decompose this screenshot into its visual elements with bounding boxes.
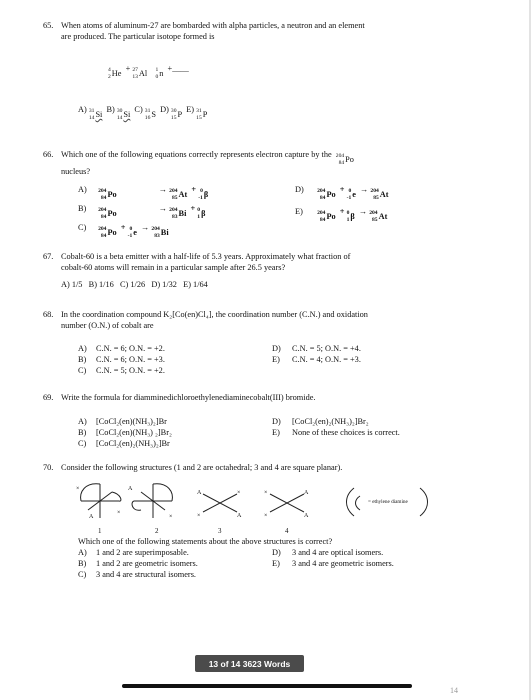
choice-d: D) 3 and 4 are optical isomers. bbox=[272, 548, 384, 557]
question-text: Which one of the following equations correctly represents electron capture by the bbox=[61, 150, 332, 159]
home-indicator[interactable] bbox=[122, 684, 412, 688]
structure-4 bbox=[262, 486, 312, 518]
answer-choices bbox=[78, 104, 209, 121]
svg-text:A: A bbox=[304, 513, 309, 518]
choice-e: E) 204 84 Po + 0 1 β → 204 85 At bbox=[295, 207, 388, 223]
choice-e: E) None of these choices is correct. bbox=[272, 428, 400, 437]
question-text: cobalt-60 atoms will remain in a particular sample after 26.5 years? bbox=[61, 263, 286, 272]
choice-a: A) 1 and 2 are superimposable. bbox=[78, 548, 189, 557]
choice-c: C) [CoCl₂(en)₂(NH₃)₂]Br bbox=[78, 439, 170, 448]
question-text: Which one of the following statements about the above structures is correct? bbox=[78, 537, 333, 546]
reaction-equation: 4 2 He + 27 13 Al 1 0 n +____ bbox=[108, 64, 189, 80]
question-text: Cobalt-60 is a beta emitter with a half-life of 5.3 years. Approximately what fraction of bbox=[61, 252, 351, 261]
question-number: 67. bbox=[43, 252, 54, 261]
choice-d: D) C.N. = 5; O.N. = +4. bbox=[272, 344, 361, 353]
question-text: nucleus? bbox=[61, 167, 91, 177]
question-text: are produced. The particular isotope formed is bbox=[61, 32, 215, 41]
question-69 bbox=[43, 392, 491, 403]
question-text: number (O.N.) of cobalt are bbox=[61, 321, 154, 330]
svg-text:A: A bbox=[89, 514, 94, 520]
structure-label-1: 1 bbox=[98, 527, 102, 535]
choice-e: E) 31 15 P bbox=[186, 105, 208, 121]
question-67 bbox=[43, 251, 491, 290]
question-number: 69. bbox=[43, 393, 54, 402]
svg-text:×: × bbox=[169, 514, 173, 520]
svg-text:×: × bbox=[264, 490, 268, 496]
svg-text:×: × bbox=[237, 490, 241, 496]
choice-c: C) 31 16 S bbox=[134, 105, 156, 121]
svg-text:A: A bbox=[197, 490, 202, 496]
choice-c: C) 3 and 4 are structural isomers. bbox=[78, 570, 196, 579]
choice-c: C) 204 84 Po + 0 -1 e → 204 83 Bi bbox=[78, 223, 169, 239]
choice-d: D) [CoCl₂(en)₂(NH₃)₂]Br₂ bbox=[272, 417, 369, 426]
choice-b: B) 30 14 Si bbox=[106, 105, 131, 121]
question-65 bbox=[43, 20, 491, 42]
choice-b: B) C.N. = 6; O.N. = +3. bbox=[78, 355, 165, 364]
choice-d: D) 204 84 Po + 0 -1 e → 204 85 At bbox=[295, 185, 389, 201]
svg-text:×: × bbox=[197, 513, 201, 518]
svg-text:A: A bbox=[237, 513, 242, 518]
question-number: 65. bbox=[43, 21, 54, 30]
choice-a: A) 31 14 Si bbox=[78, 105, 103, 121]
choice-e: E) 3 and 4 are geometric isomers. bbox=[272, 559, 394, 568]
choice-a: A) C.N. = 6; O.N. = +2. bbox=[78, 344, 165, 353]
question-68 bbox=[43, 309, 491, 331]
svg-text:×: × bbox=[117, 510, 121, 516]
choice-b: B) 204 84 Po → 204 83 Bi + 0 1 β bbox=[78, 204, 206, 220]
ethylenediamine-legend: = ethylene diamine bbox=[346, 484, 428, 520]
structure-label-3: 3 bbox=[218, 527, 222, 535]
question-text: Consider the following structures (1 and 2 are octahedral; 3 and 4 are square planar). bbox=[61, 463, 343, 472]
choice-b: B) 1 and 2 are geometric isomers. bbox=[78, 559, 198, 568]
answer-choices: A) 1/5 B) 1/16 C) 1/26 D) 1/32 E) 1/64 bbox=[61, 280, 208, 289]
choice-a: A) [CoCl₂(en)(NH₃)₂]Br bbox=[78, 417, 167, 426]
page-number: 14 bbox=[450, 686, 458, 695]
choice-a: A) 204 84 Po → 204 85 At + 0 -1 β bbox=[78, 185, 209, 201]
question-text: In the coordination compound K₂[Co(en)Cl₄], the coordination number (C.N.) and oxidation bbox=[61, 310, 368, 319]
choice-e: E) C.N. = 4; O.N. = +3. bbox=[272, 355, 361, 364]
question-text: When atoms of aluminum-27 are bombarded with alpha particles, a neutron and an element bbox=[61, 21, 365, 30]
page-word-count-badge[interactable]: 13 of 14 3623 Words bbox=[195, 655, 304, 672]
question-number: 66. bbox=[43, 150, 54, 159]
question-66: 66. Which one of the following equations correctly represents electron capture by the 204 84 Po nucleus? bbox=[43, 149, 491, 177]
svg-text:×: × bbox=[264, 513, 268, 518]
structure-1 bbox=[75, 480, 125, 522]
structure-3 bbox=[195, 486, 245, 518]
question-number: 68. bbox=[43, 310, 54, 319]
svg-text:A: A bbox=[304, 490, 309, 496]
structure-2 bbox=[128, 480, 178, 522]
choice-c: C) C.N. = 5; O.N. = +2. bbox=[78, 366, 165, 375]
choice-b: B) [CoCl₂(en)(NH₃) ₂]Br₂ bbox=[78, 428, 172, 437]
question-text: Write the formula for diamminedichloroethylenediaminecobalt(III) bromide. bbox=[61, 393, 316, 402]
structure-label-2: 2 bbox=[155, 527, 159, 535]
svg-text:A: A bbox=[128, 486, 133, 492]
svg-text:×: × bbox=[76, 486, 80, 492]
question-number: 70. bbox=[43, 463, 54, 472]
question-70 bbox=[43, 462, 491, 473]
structure-label-4: 4 bbox=[285, 527, 289, 535]
choice-d: D) 30 15 P bbox=[160, 105, 183, 121]
